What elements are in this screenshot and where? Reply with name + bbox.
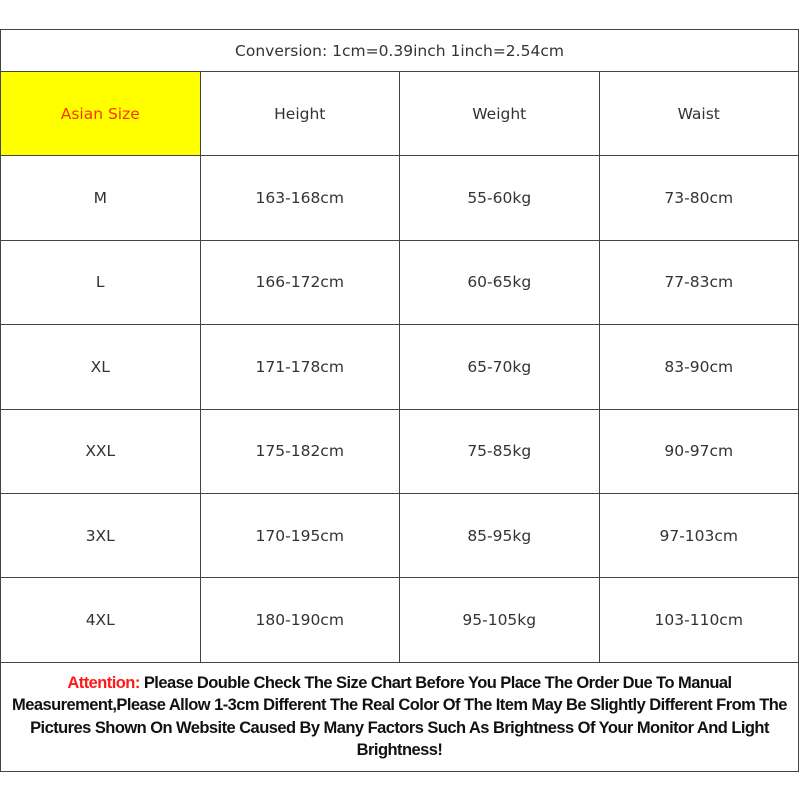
cell-waist: 73-80cm [664, 189, 734, 208]
table-row [1, 241, 798, 325]
cell-height: 166-172cm [201, 241, 401, 324]
table-row [1, 578, 798, 662]
header-waist: Waist [677, 104, 720, 123]
table-row [1, 494, 798, 578]
table-row [1, 325, 798, 409]
cell-weight: 75-85kg [400, 410, 600, 493]
cell-size: XXL [1, 410, 201, 493]
attention-label: Attention: [67, 673, 140, 692]
conversion-note: Conversion: 1cm=0.39inch 1inch=2.54cm [1, 30, 798, 72]
cell-waist: 97-103cm [659, 526, 739, 545]
cell-size: L [1, 241, 201, 324]
cell-weight: 65-70kg [400, 325, 600, 408]
header-height: Height [201, 72, 401, 155]
cell-size: M [1, 156, 201, 239]
cell-height: 171-178cm [201, 325, 401, 408]
size-chart-table [0, 29, 799, 772]
cell-weight: 55-60kg [400, 156, 600, 239]
cell-size: 4XL [1, 578, 201, 661]
header-weight: Weight [400, 72, 600, 155]
cell-size: 3XL [1, 494, 201, 577]
header-row [1, 72, 798, 156]
cell-waist: 90-97cm [664, 442, 734, 461]
cell-height: 175-182cm [201, 410, 401, 493]
cell-size: XL [1, 325, 201, 408]
attention-text: Please Double Check The Size Chart Before You Place The Order Due To Manual Measurement,Please Allow 1-3cm Different The Real Color Of The Item May Be Slightly Different From The Pictures Shown On Website Caused By Many Factors Such As Brightness Of Your Monitor And Light Brightness! [12, 673, 787, 760]
table-row [1, 156, 798, 240]
table-row [1, 410, 798, 494]
cell-height: 170-195cm [201, 494, 401, 577]
cell-waist: 83-90cm [664, 357, 734, 376]
cell-weight: 60-65kg [400, 241, 600, 324]
attention-note [1, 663, 798, 771]
cell-waist: 103-110cm [654, 611, 743, 630]
cell-weight: 85-95kg [400, 494, 600, 577]
header-asian-size: Asian Size [1, 72, 201, 155]
cell-weight: 95-105kg [400, 578, 600, 661]
cell-waist: 77-83cm [664, 273, 734, 292]
cell-height: 163-168cm [201, 156, 401, 239]
cell-height: 180-190cm [201, 578, 401, 661]
